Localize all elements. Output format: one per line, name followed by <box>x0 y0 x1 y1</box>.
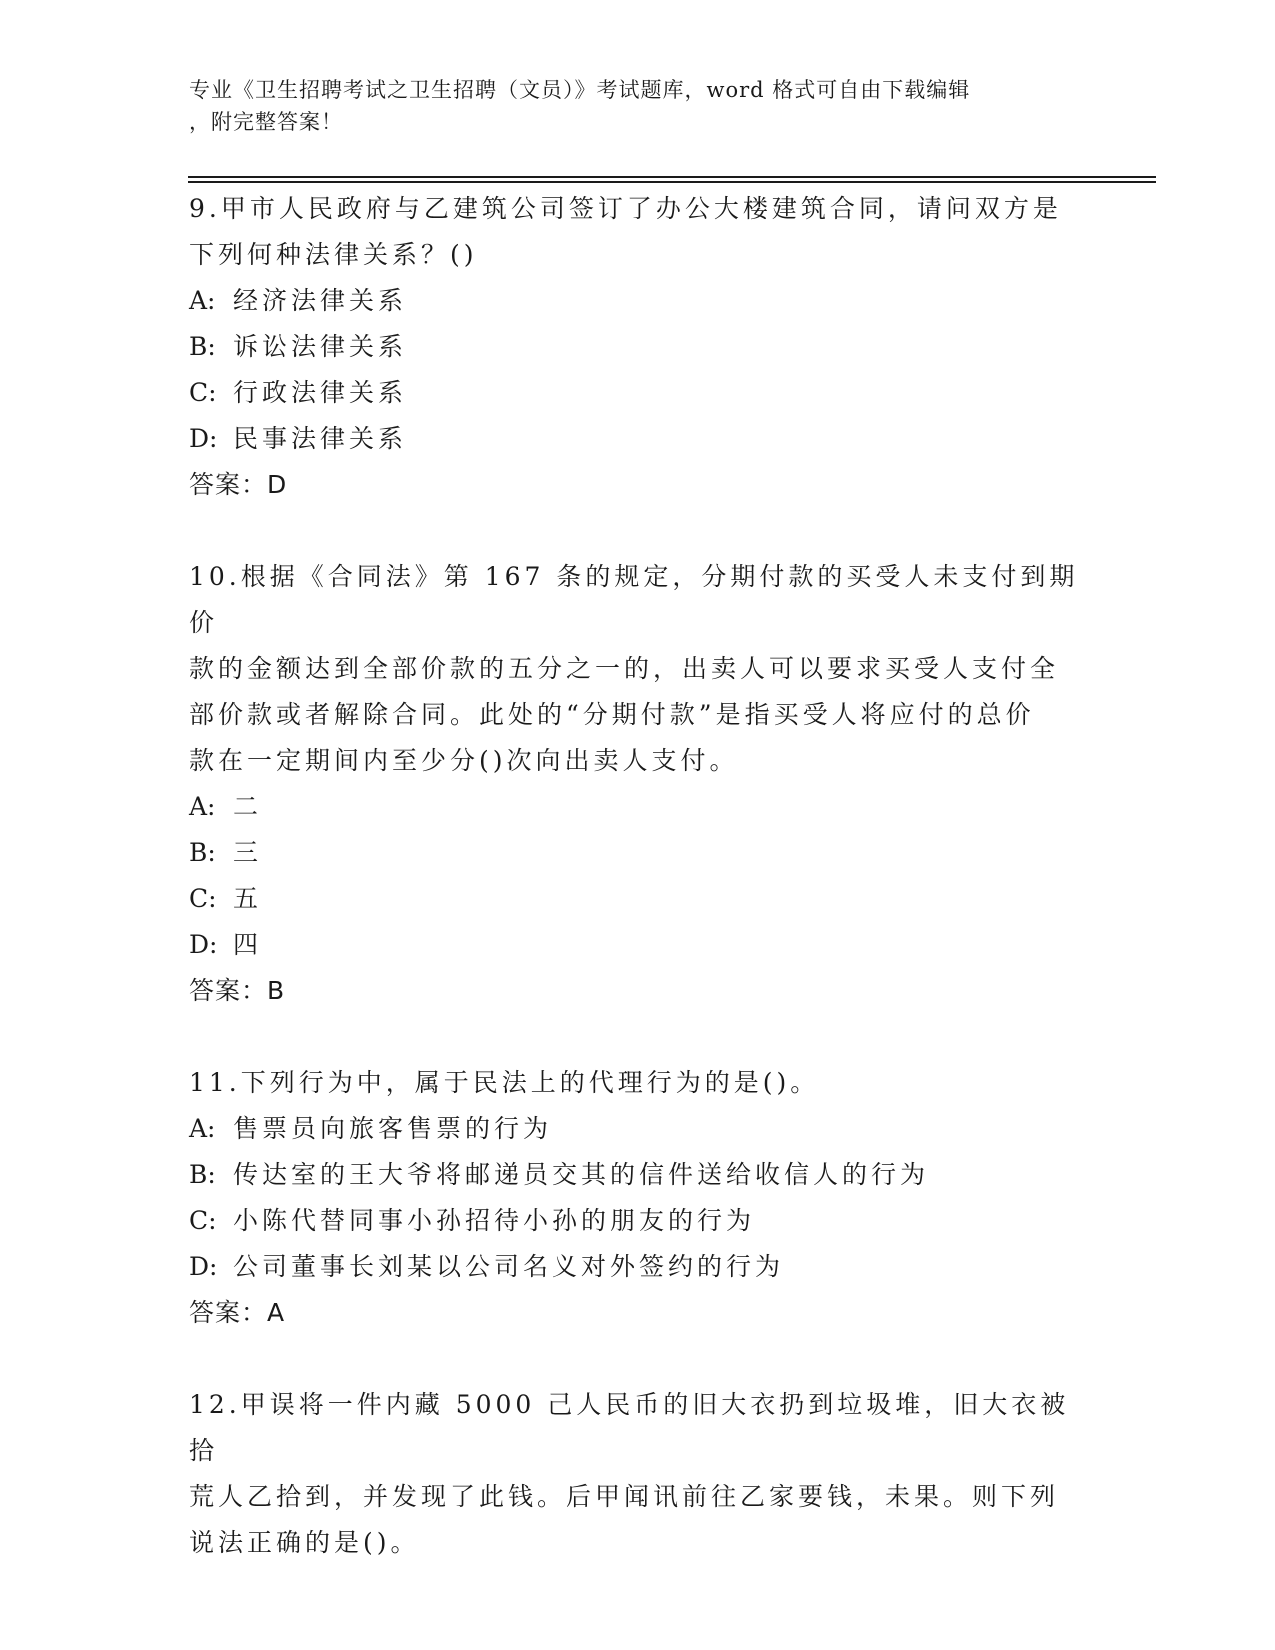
question-stem-line: 部价款或者解除合同。此处的“分期付款”是指买受人将应付的总价 <box>189 700 1035 729</box>
option-b <box>189 1152 1089 1198</box>
option-letter: D: <box>189 930 218 959</box>
option-text: 民事法律关系 <box>233 424 408 453</box>
question-stem-line: 10.根据《合同法》第 167 条的规定，分期付款的买受人未支付到期价 <box>189 562 1079 637</box>
question-11 <box>189 1060 1089 1336</box>
option-letter: A: <box>189 792 216 821</box>
option-text: 小陈代替同事小孙招待小孙的朋友的行为 <box>233 1206 756 1235</box>
option-d <box>189 922 1089 968</box>
option-letter: B: <box>189 332 216 361</box>
option-text: 售票员向旅客售票的行为 <box>233 1114 553 1143</box>
header-line-2: ，附完整答案！ <box>189 110 343 134</box>
spacer <box>189 1014 1089 1060</box>
option-c <box>189 1198 1089 1244</box>
option-letter: D: <box>189 1252 218 1281</box>
option-c <box>189 370 1089 416</box>
header-divider-bottom <box>188 181 1156 183</box>
spacer <box>189 1336 1089 1382</box>
option-letter: B: <box>189 838 216 867</box>
option-text: 公司董事长刘某以公司名义对外签约的行为 <box>233 1252 785 1281</box>
question-10 <box>189 554 1089 1014</box>
question-list <box>189 186 1089 1566</box>
option-text: 五 <box>233 884 263 913</box>
option-text: 四 <box>233 930 263 959</box>
option-letter: C: <box>189 884 217 913</box>
option-letter: A: <box>189 286 216 315</box>
question-stem-line: 说法正确的是()。 <box>189 1528 420 1557</box>
answer-label: 答案：A <box>189 1298 286 1327</box>
document-header <box>189 74 1069 138</box>
question-stem-line: 9.甲市人民政府与乙建筑公司签订了办公大楼建筑合同，请问双方是 <box>189 194 1062 223</box>
answer-label: 答案：B <box>189 976 286 1005</box>
option-a <box>189 784 1089 830</box>
option-d <box>189 1244 1089 1290</box>
option-b <box>189 324 1089 370</box>
option-c <box>189 876 1089 922</box>
option-text: 二 <box>233 792 263 821</box>
option-letter: A: <box>189 1114 216 1143</box>
question-stem-line: 下列何种法律关系？() <box>189 240 478 269</box>
header-divider-top <box>188 176 1156 178</box>
header-line-1: 专业《卫生招聘考试之卫生招聘（文员）》考试题库，word 格式可自由下载编辑 <box>189 78 971 102</box>
option-text: 行政法律关系 <box>233 378 408 407</box>
option-letter: D: <box>189 424 218 453</box>
question-stem-line: 款在一定期间内至少分()次向出卖人支付。 <box>189 746 739 775</box>
option-d <box>189 416 1089 462</box>
option-b <box>189 830 1089 876</box>
option-text: 传达室的王大爷将邮递员交其的信件送给收信人的行为 <box>233 1160 930 1189</box>
question-stem-line: 11.下列行为中，属于民法上的代理行为的是()。 <box>189 1068 820 1097</box>
option-a <box>189 278 1089 324</box>
question-stem-line: 款的金额达到全部价款的五分之一的，出卖人可以要求买受人支付全 <box>189 654 1060 683</box>
question-stem-line: 12.甲误将一件内藏 5000 己人民币的旧大衣扔到垃圾堆，旧大衣被拾 <box>189 1390 1070 1465</box>
spacer <box>189 508 1089 554</box>
question-stem-line: 荒人乙拾到，并发现了此钱。后甲闻讯前往乙家要钱，未果。则下列 <box>189 1482 1060 1511</box>
option-text: 三 <box>233 838 263 867</box>
option-letter: C: <box>189 1206 217 1235</box>
option-a <box>189 1106 1089 1152</box>
option-text: 诉讼法律关系 <box>233 332 408 361</box>
answer-label: 答案：D <box>189 470 288 499</box>
option-letter: C: <box>189 378 217 407</box>
option-letter: B: <box>189 1160 216 1189</box>
option-text: 经济法律关系 <box>233 286 408 315</box>
question-9 <box>189 186 1089 508</box>
question-12 <box>189 1382 1089 1566</box>
